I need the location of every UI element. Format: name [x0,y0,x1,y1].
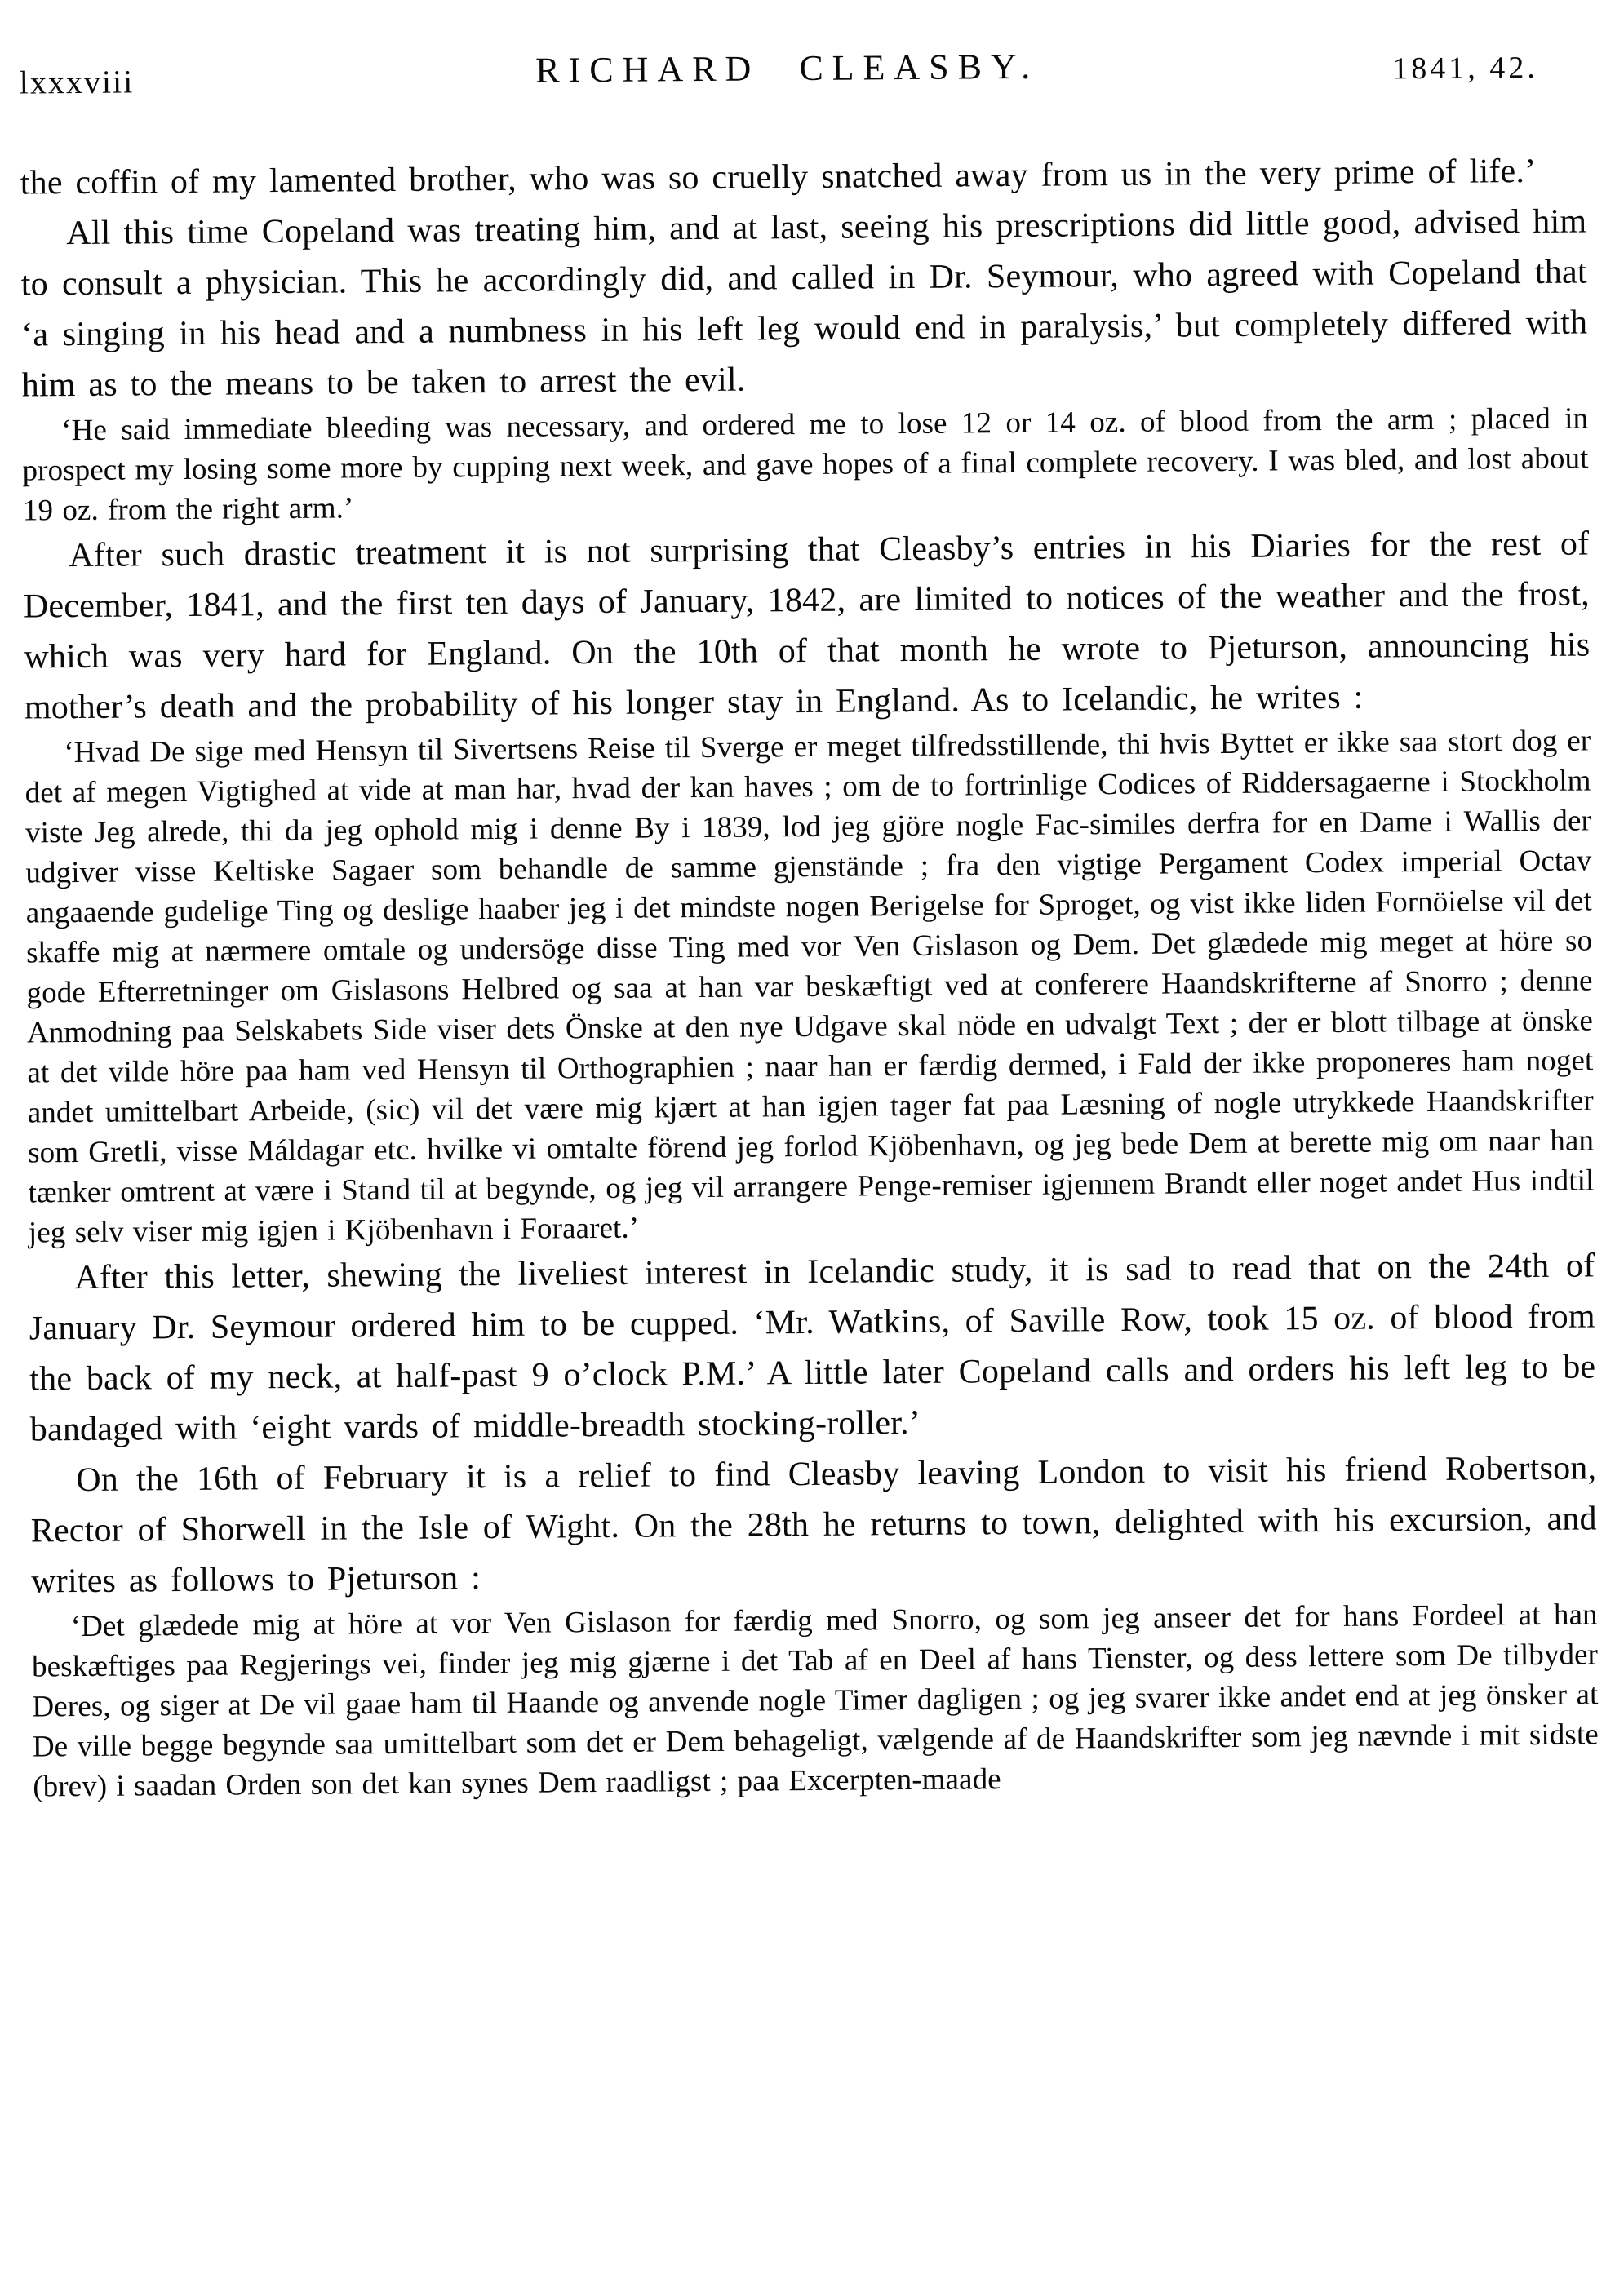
paragraph-coffin-continuation: the coffin of my lamented brother, who was so cruelly snatched away from us in the very prime of life.’ [20,152,1537,202]
blockquote-danish-letter-january: ‘Hvad De sige med Hensyn til Sivertsens Reise til Sverge er meget tilfredsstillende, thi hvis Byttet er ikke saa stort dog er det af megen Vigtighed at vide at man har, hvad der kan haves ; om de to fortrinlige Codices of Riddersagaerne i Stockholm viste Jeg alrede, thi da jeg ophold mig i denne By i 1839, lod jeg gjöre nogle Fac-similes derfra for en Dame i Wallis der udgiver visse Keltiske Sagaer som behandle de samme gjenstände ; fra den vigtige Pergament Codex imperial Octav angaaende gudelige Ting og deslige haaber jeg i det mindste nogen Berigelse for Sproget, og vist ikke liden Fornöielse vil det skaffe mig at nærmere omtale og undersöge disse Ting med vor Ven Gislason og Dem. Det glædede mig meget at höre so gode Efterretninger om Gislasons Helbred og saa at han var beskæftigt ved at conferere Haandskrifterne af Snorro ; denne Anmodning paa Selskabets Side viser dets Önske at den nye Udgave skal nöde en udvalgt Text ; der er blott tilbage at önske at det vilde höre paa ham ved Hensyn til Orthographien ; naar han er færdig dermed, i Fald der ikke proponeres ham noget andet umittelbart Arbeide, (sic) vil det være mig kjært at han igjen tager fat paa Læsning of nogle utrykkede Haandskrifter som Gretli, visse Máldagar etc. hvilke vi omtalte förend jeg forlod Kjöbenhavn, og jeg bede Dem at berette mig om naar han tænker omtrent at være i Stand til at begynde, og jeg vil arrangere Penge-remiser igjennem Brandt eller noget andet Hus indtil jeg selv viser mig igjen i Kjöbenhavn i Foraaret.’ [24,724,1595,1250]
blockquote-bleeding: ‘He said immediate bleeding was necessary, and ordered me to lose 12 or 14 oz. of blood from the arm ; placed in prospect my losing some more by cupping next week, and gave hopes of a final complete recovery. I was bled, and lost about 19 oz. from the right arm.’ [22,401,1589,528]
text-column [20,145,1599,1806]
paragraph-copeland-treating: All this time Copeland was treating him, and at last, seeing his prescriptions did little good, advised him to consult a physician. This he accordingly did, and called in Dr. Seymour, who agreed with Copeland that ‘a singing in his head and a numbness in his left leg would end in paralysis,’ but completely differed with him as to the means to be taken to arrest the evil. [20,202,1588,405]
blockquote-danish-letter-february: ‘Det glædede mig at höre at vor Ven Gislason for færdig med Snorro, og som jeg anseer det for hans Fordeel at han beskæftiges paa Regjerings vei, finder jeg mig gjærne i det Tab af en Deel af hans Tienster, og dess lettere som De tilbyder Deres, og siger at De vil gaae ham til Haande og anvende nogle Timer dagligen ; og jeg svarer ikke andet end at jeg önsker at De ville begge begynde saa umittelbart som det er Dem behageligt, vælgende af de Haandskrifter som jeg nævnde i mit sidste (brev) i saadan Orden son det kan synes Dem raadligst ; paa Excerpten-maade [31,1598,1599,1804]
paragraph-after-this-letter: After this letter, shewing the liveliest interest in Icelandic study, it is sad to read that on the 24th of January Dr. Seymour ordered him to be cupped. ‘Mr. Watkins, of Saville Row, took 15 oz. of blood from the back of my neck, at half-past 9 o’clock P.M.’ A little later Copeland calls and orders his left leg to be bandaged with ‘eight vards of middle-breadth stocking-roller.’ [29,1247,1596,1449]
running-head [19,34,1586,125]
running-date: 1841, 42. [1392,50,1538,86]
paragraph-drastic-treatment: After such drastic treatment it is not surprising that Cleasby’s entries in his Diaries for the rest of December, 1841, and the first ten days of January, 1842, are limited to notices of the weather and the frost, which was very hard for England. On the 10th of that month he wrote to Pjeturson, announcing his mother’s death and the probability of his longer stay in England. As to Icelandic, he writes : [23,525,1591,727]
folio-number: lxxxviii [19,63,135,101]
paragraph-16th-february: On the 16th of February it is a relief to find Cleasby leaving London to visit his friend Robertson, Rector of Shorwell in the Isle of Wight. On the 28th he returns to town, delighted with his excursion, and writes as follows to Pjeturson : [30,1449,1597,1601]
running-title: RICHARD CLEASBY. [535,46,1040,91]
